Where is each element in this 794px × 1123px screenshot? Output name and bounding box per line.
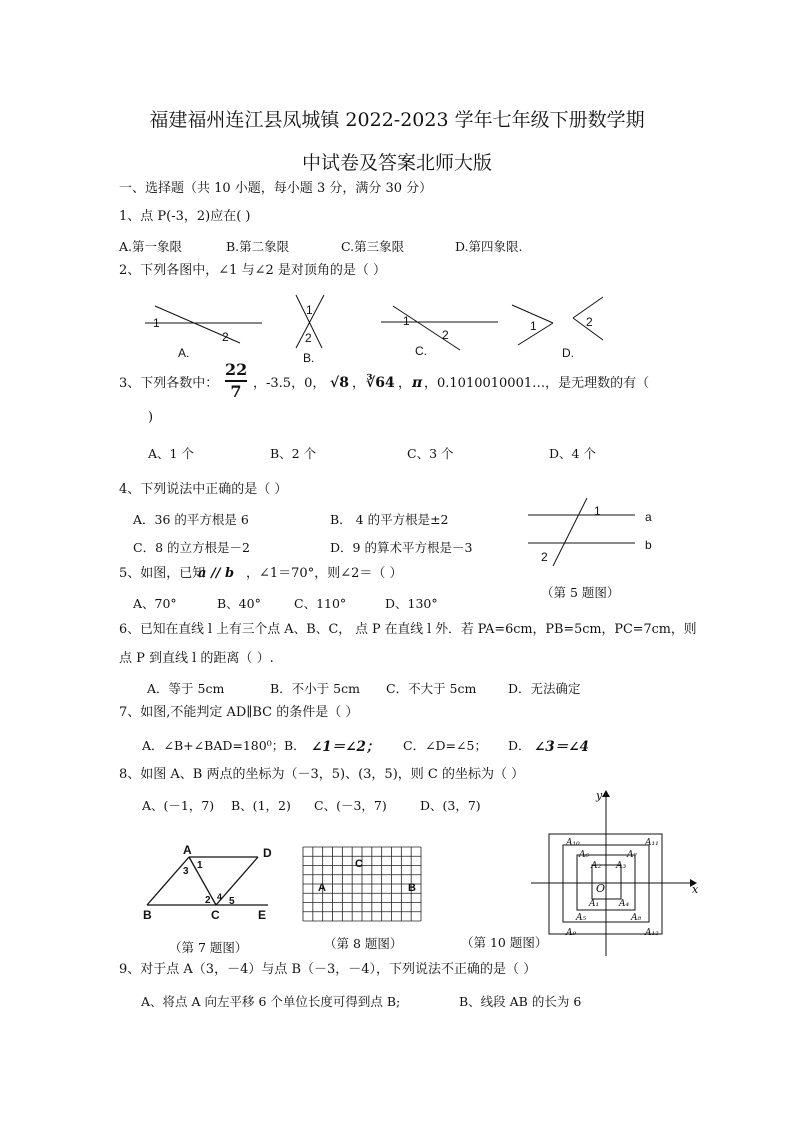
q8-option-a: A、(－1，7) <box>142 798 215 813</box>
page-title-line1: 福建福州连江县凤城镇 2022-2023 学年七年级下册数学期 <box>149 109 645 131</box>
q1-option-b: B.第二象限 <box>226 239 290 254</box>
q8-option-d: D、(3，7) <box>420 798 481 813</box>
q2c-angle1-label: 1 <box>403 314 410 328</box>
q5-option-b: B、40° <box>217 596 261 611</box>
q3-sqrt8: √8 <box>330 375 349 391</box>
q6-stem-line1: 6、已知在直线 l 上有三个点 A、B、C， 点 P 在直线 l 外．若 PA=6cm，PB=5cm，PC=7cm，则 <box>119 622 697 637</box>
fig10-caption: （第 10 题图） <box>461 935 548 950</box>
q6-option-d: D．无法确定 <box>508 681 581 696</box>
fig10-a10: A₁₀ <box>566 838 580 848</box>
q2a-angle2-label: 2 <box>222 330 229 344</box>
q3-option-c: C、3 个 <box>407 446 454 461</box>
q6-stem-line2: 点 P 到直线 l 的距离（ ）. <box>119 651 274 666</box>
fig8-label-b: B <box>408 882 416 894</box>
fig5-caption: （第 5 题图） <box>541 585 620 600</box>
q6-option-b: B．不小于 5cm <box>270 681 360 696</box>
q2b-angle1-label: 1 <box>306 303 313 317</box>
q4-option-a: A．36 的平方根是 6 <box>133 512 249 527</box>
q3-comma: ， <box>352 376 366 391</box>
fig10-a6: A₆ <box>579 850 590 860</box>
fig10-origin: O <box>596 882 606 895</box>
fig7-label-c: C <box>211 908 220 922</box>
fig10-a2: A₂ <box>591 861 602 871</box>
q3-stem-mid: ，-3.5，0， <box>253 376 326 391</box>
fig7-angle4: 4 <box>217 892 223 902</box>
q9-option-b: B、线段 AB 的长为 6 <box>459 994 582 1009</box>
fig10-a7: A₇ <box>627 850 638 860</box>
q3-option-d: D、4 个 <box>549 446 596 461</box>
q2a-angle1-label: 1 <box>153 316 160 330</box>
fig10-a11: A₁₁ <box>645 838 659 848</box>
q5-stem-suffix: ，∠1＝70°，则∠2＝（ ） <box>246 566 403 581</box>
q3-stem-suffix: ，0.1010010001…，是无理数的有（ <box>424 376 650 391</box>
q4-option-c: C．8 的立方根是－2 <box>133 540 250 555</box>
q2c-angle2-label: 2 <box>442 328 449 342</box>
q7-option-a: A．∠B+∠BAD=180⁰； <box>142 738 285 753</box>
q3-stem-prefix: 3、下列各数中： <box>119 376 219 391</box>
fig8-label-c: C <box>355 858 363 870</box>
fig10-a8: A₈ <box>631 913 642 923</box>
q2d-angle1-label: 1 <box>530 319 537 333</box>
q4-option-d: D．9 的算术平方根是－3 <box>330 540 473 555</box>
q5-stem-prefix: 5、如图，已知 <box>119 566 206 581</box>
q6-option-a: A．等于 5cm <box>147 681 225 696</box>
q3-pi: π <box>412 375 423 391</box>
fig8-caption: （第 8 题图） <box>324 936 403 951</box>
q7-option-b-label: B． <box>284 738 306 753</box>
q7-option-d-label: D． <box>508 738 531 753</box>
fig7-angle2: 2 <box>205 895 211 906</box>
q9-option-a: A、将点 A 向左平移 6 个单位长度可得到点 B; <box>141 994 401 1009</box>
fig10-x-label: x <box>692 883 699 896</box>
fig7-label-b: B <box>143 908 152 922</box>
fig10-a5: A₅ <box>576 913 587 923</box>
q2-fig-d-label: D. <box>562 346 574 360</box>
q7-option-d-expr: ∠3＝∠4 <box>534 739 589 755</box>
fig7-angle3: 3 <box>183 866 189 877</box>
q1-option-c: C.第三象限 <box>341 239 405 254</box>
q2-fig-b-label: B. <box>303 351 315 365</box>
q2-stem: 2、下列各图中，∠1 与∠2 是对顶角的是（ ） <box>119 263 386 278</box>
fig7-caption: （第 7 题图） <box>169 940 248 955</box>
fig10-y-label: y <box>596 789 603 802</box>
q7-option-c: C．∠D=∠5； <box>403 738 487 753</box>
q5-a-parallel-b: a // b <box>198 566 235 581</box>
fig7-angle5: 5 <box>229 896 235 907</box>
q6-option-c: C．不大于 5cm <box>386 681 477 696</box>
q5-option-a: A、70° <box>133 596 177 611</box>
q3-fraction-denominator: 7 <box>230 382 242 401</box>
fig5-line-b: b <box>645 538 652 552</box>
fig10-a12: A₁₂ <box>645 928 659 938</box>
q1-stem: 1、点 P(-3，2)应在( ) <box>119 209 251 224</box>
q3-option-b: B、2 个 <box>270 446 317 461</box>
fig7-label-a: A <box>183 843 192 857</box>
q1-option-a: A.第一象限 <box>119 239 183 254</box>
q7-option-b-expr: ∠1＝∠2； <box>311 739 380 755</box>
q5-option-c: C、110° <box>294 596 347 611</box>
q3-cbrt64: ∛64 <box>366 375 395 391</box>
fig10-a1: A₁ <box>589 899 600 909</box>
q8-option-b: B、(1，2) <box>231 798 291 813</box>
fig10-a9: A₉ <box>566 928 577 938</box>
fig7-label-d: D <box>263 846 272 860</box>
fig5-angle2: 2 <box>541 550 548 564</box>
q3-option-a: A、1 个 <box>148 446 194 461</box>
q8-stem: 8、如图 A、B 两点的坐标为（－3，5)、(3，5)，则 C 的坐标为（ ） <box>119 767 525 782</box>
q3-fraction-numerator: 22 <box>225 360 248 379</box>
page-title-line2: 中试卷及答案北师大版 <box>301 152 492 174</box>
fig10-a3: A₃ <box>616 861 627 871</box>
q4-stem: 4、下列说法中正确的是（ ） <box>119 482 288 497</box>
fig7-angle1: 1 <box>197 860 203 871</box>
section-heading: 一、选择题（共 10 小题，每小题 3 分，满分 30 分） <box>119 181 433 196</box>
fig8-label-a: A <box>318 882 326 894</box>
q3-comma2: ， <box>398 376 412 391</box>
fig7-label-e: E <box>258 908 267 922</box>
q2b-angle2-label: 2 <box>305 331 312 345</box>
q2d-angle2-label: 2 <box>586 315 593 329</box>
q5-option-d: D、130° <box>385 596 438 611</box>
q2-fig-a-label: A. <box>178 346 190 360</box>
fig5-line-a: a <box>645 510 652 524</box>
fig10-a4: A₄ <box>619 899 630 909</box>
q3-stem-close: ) <box>148 410 154 425</box>
fig5-angle1: 1 <box>594 504 601 518</box>
q7-stem: 7、如图,不能判定 AD∥BC 的条件是（ ） <box>119 705 359 720</box>
q1-option-d: D.第四象限. <box>455 239 523 254</box>
q2-fig-c-label: C. <box>415 344 427 358</box>
q8-option-c: C、(－3，7) <box>314 798 387 813</box>
q4-option-b: B． 4 的平方根是±2 <box>330 512 449 527</box>
q9-stem: 9、对于点 A（3，－4）与点 B（－3，－4），下列说法不正确的是（ ） <box>119 962 537 977</box>
